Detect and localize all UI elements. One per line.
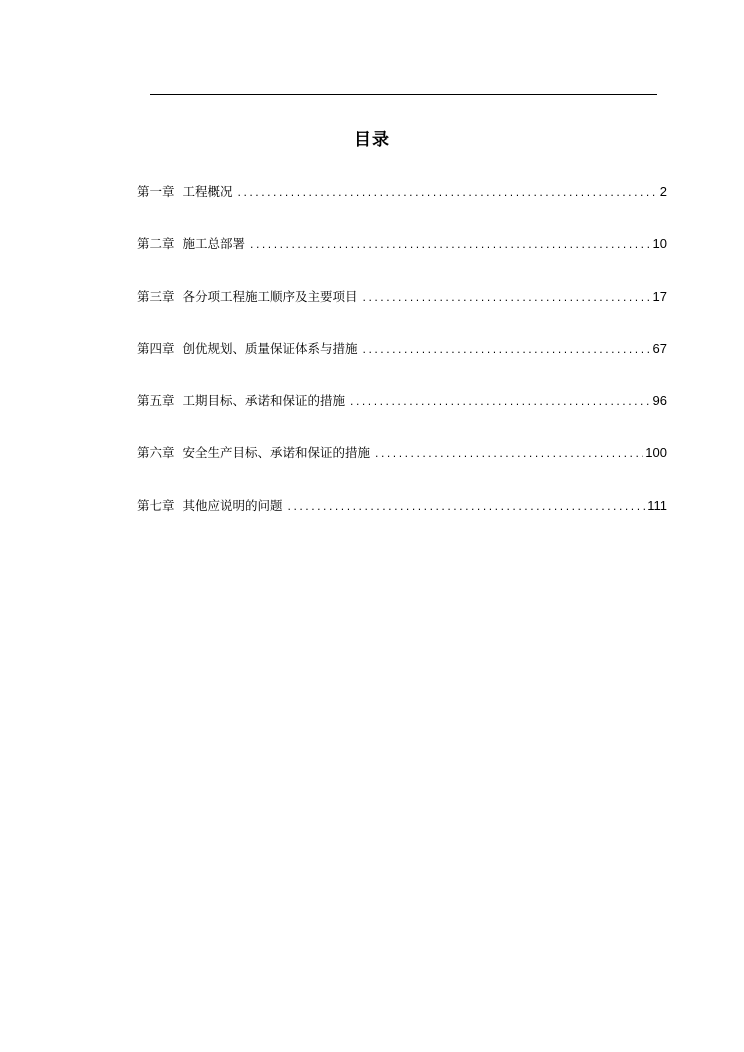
- toc-page-number: 17: [652, 288, 667, 304]
- toc-chapter-label: 第一章: [137, 184, 175, 199]
- table-of-contents: [137, 183, 667, 549]
- toc-page-number: 111: [647, 497, 667, 513]
- toc-entry-title: 施工总部署: [182, 236, 246, 252]
- toc-entry-title: 其他应说明的问题: [182, 497, 283, 513]
- toc-chapter-label: 第五章: [137, 393, 175, 409]
- header-rule: [150, 94, 657, 95]
- toc-entry-title: 工程概况: [182, 184, 233, 199]
- toc-chapter-label: 第二章: [137, 236, 175, 252]
- toc-entry-1[interactable]: [137, 183, 667, 235]
- toc-entry-4[interactable]: [137, 340, 667, 392]
- toc-title: 目录: [354, 130, 390, 150]
- toc-page-number: 67: [652, 340, 667, 356]
- toc-chapter-label: 第四章: [137, 340, 175, 356]
- toc-dot-leader: [374, 446, 643, 464]
- toc-page-number: 100: [645, 445, 667, 461]
- toc-entry-7[interactable]: [137, 497, 667, 549]
- toc-chapter-label: 第七章: [137, 497, 175, 513]
- toc-dot-leader: [362, 342, 651, 360]
- toc-dot-leader: [349, 394, 651, 412]
- toc-entry-6[interactable]: [137, 444, 667, 496]
- toc-page-number: 96: [652, 393, 667, 409]
- toc-chapter-label: 第三章: [137, 288, 175, 304]
- toc-entry-title: 工期目标、承诺和保证的措施: [182, 393, 346, 409]
- toc-entry-title: 安全生产目标、承诺和保证的措施: [182, 445, 371, 461]
- toc-entry-title: 各分项工程施工顺序及主要项目: [182, 288, 358, 304]
- toc-entry-2[interactable]: [137, 235, 667, 287]
- toc-entry-title: 创优规划、质量保证体系与措施: [182, 340, 358, 356]
- toc-entry-3[interactable]: [137, 288, 667, 340]
- toc-dot-leader: [287, 499, 646, 517]
- toc-page-number: 10: [652, 236, 667, 252]
- toc-entry-5[interactable]: [137, 392, 667, 444]
- toc-dot-leader: [249, 237, 651, 255]
- toc-chapter-label: 第六章: [137, 445, 175, 461]
- toc-dot-leader: [362, 290, 651, 308]
- toc-page-number: 2: [659, 184, 667, 199]
- toc-dot-leader: [237, 185, 658, 203]
